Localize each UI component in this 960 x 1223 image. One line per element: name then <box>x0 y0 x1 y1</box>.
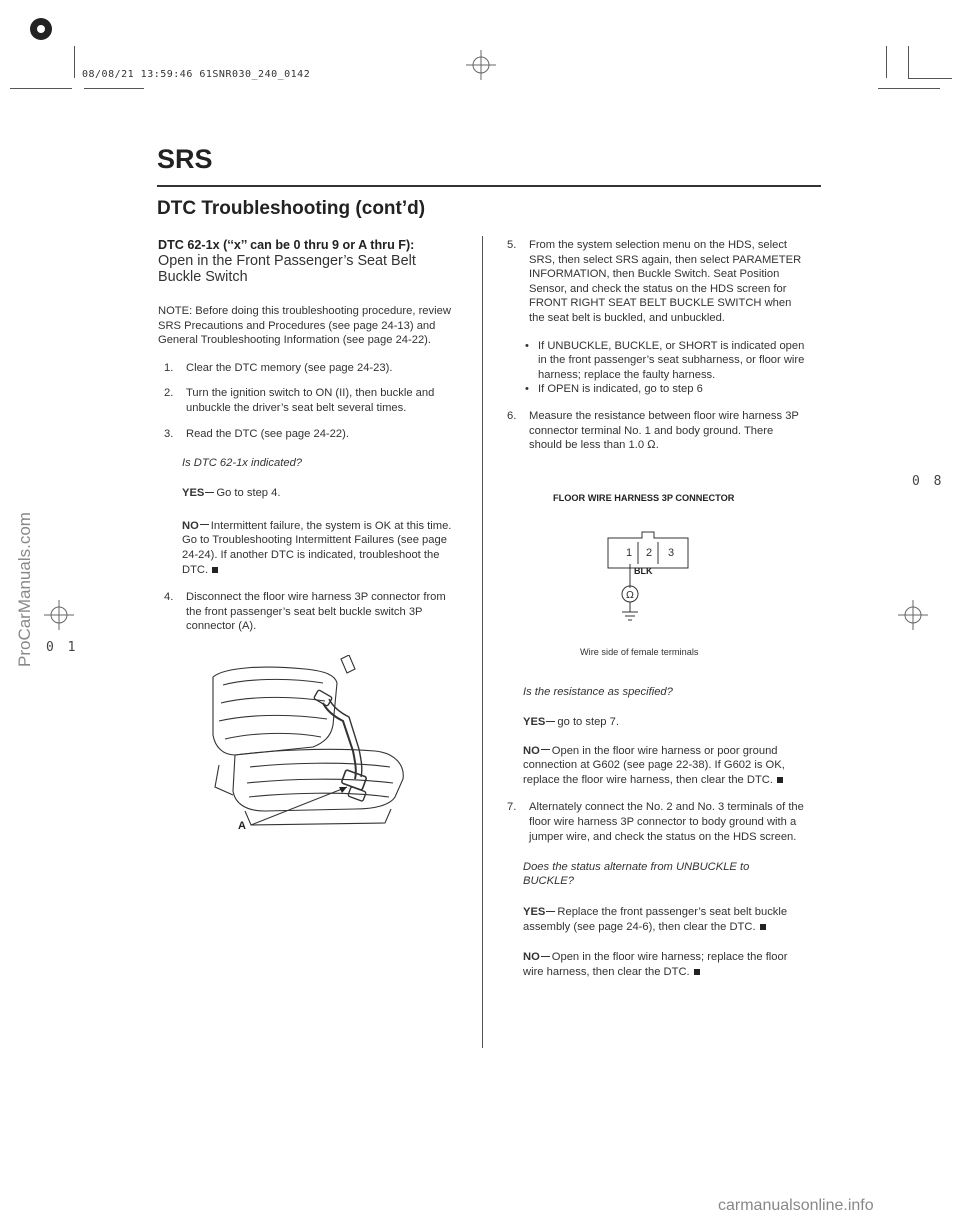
crop-mark <box>886 46 887 78</box>
no-label: NO <box>182 519 199 532</box>
crosshair-mark-top <box>466 50 496 80</box>
step-number: 5. <box>507 239 517 251</box>
dash <box>546 911 555 912</box>
bullet-dot: • <box>525 339 529 352</box>
step-1 <box>164 361 463 376</box>
answer-no-step-7 <box>523 950 809 979</box>
margin-mark-right: 0 8 <box>912 474 945 489</box>
step-6 <box>507 409 809 453</box>
watermark-side: ProCarManuals.com <box>15 512 34 667</box>
dtc-description: Open in the Front Passenger’s Seat Belt Buckle Switch <box>158 253 416 285</box>
step-text: Read the DTC (see page 24-22). <box>186 427 349 440</box>
step-5 <box>507 238 809 326</box>
column-divider <box>482 236 483 1048</box>
yes-text: go to step 7. <box>557 716 619 728</box>
yes-text: Replace the front passenger’s seat belt buckle assembly (see page 24-6), then clear the DTC. <box>523 906 788 933</box>
connector-diagram <box>600 526 710 626</box>
step-text: Alternately connect the No. 2 and No. 3 terminals of the floor wire harness 3P connector to body ground with a jumper wire, and check the status on the HDS screen. <box>529 801 804 843</box>
end-mark <box>777 777 783 783</box>
crop-mark <box>908 78 952 79</box>
bullet-text: If OPEN is indicated, go to step 6 <box>538 383 703 396</box>
step-5-bullet-2 <box>525 382 809 397</box>
crosshair-mark-left <box>44 600 74 630</box>
dash <box>205 492 214 493</box>
left-column <box>158 238 463 634</box>
step-text: Turn the ignition switch to ON (II), then buckle and unbuckle the driver’s seat belt several times. <box>186 387 435 414</box>
no-text: Open in the floor wire harness; replace the floor wire harness, then clear the DTC. <box>523 951 788 978</box>
step-text: Disconnect the floor wire harness 3P connector from the front passenger’s seat belt buckle switch 3P connector (A). <box>186 591 446 633</box>
end-mark <box>760 924 766 930</box>
connector-wire-color: BLK <box>634 566 653 576</box>
crop-mark <box>878 88 940 89</box>
question-step-6: Is the resistance as specified? <box>523 686 673 698</box>
step-number: 6. <box>507 409 517 422</box>
crop-mark <box>10 88 72 89</box>
watermark-bottom: carmanualsonline.info <box>718 1197 874 1214</box>
step-text: From the system selection menu on the HDS, select SRS, then select SRS again, then select PARAMETER INFORMATION, then Buckle Switch. Seat Position Sensor, and check the status on the HDS screen for FRONT RIGHT SEAT BELT BUCKLE SWITCH when the seat belt is buckled, and unbuckled. <box>529 239 802 324</box>
end-mark <box>694 969 700 975</box>
bullet-text: If UNBUCKLE, BUCKLE, or SHORT is indicated open in the front passenger’s seat subharness, or floor wire harness; replace the faulty harness. <box>538 339 805 381</box>
step-7 <box>507 800 809 844</box>
header-rule <box>157 185 821 187</box>
page-subtitle: DTC Troubleshooting (cont’d) <box>157 198 426 219</box>
seat-callout-a: A <box>238 820 246 832</box>
answer-yes-step-3 <box>182 486 463 501</box>
answer-no-step-3 <box>182 519 463 577</box>
right-column-lower <box>503 686 809 980</box>
connector-terminal-3: 3 <box>668 547 675 559</box>
yes-label: YES <box>523 906 546 919</box>
step-4 <box>164 590 463 634</box>
step-number: 3. <box>164 427 174 440</box>
step-5-bullet-1 <box>525 339 809 383</box>
question-step-3: Is DTC 62-1x indicated? <box>182 457 303 470</box>
step-number: 1. <box>164 361 174 374</box>
connector-terminal-2: 2 <box>646 547 653 559</box>
svg-text:Ω: Ω <box>626 590 634 601</box>
note-text: NOTE: Before doing this troubleshooting procedure, review SRS Precautions and Procedures (see page 24-13) and General Troubleshooting Information (see page 24-22). <box>158 305 451 347</box>
connector-title: FLOOR WIRE HARNESS 3P CONNECTOR <box>553 493 735 503</box>
answer-yes-step-7 <box>523 905 809 934</box>
registration-mark-top-left-inner <box>37 25 45 33</box>
dash <box>200 524 209 525</box>
dash <box>541 749 550 750</box>
crop-mark <box>74 46 75 78</box>
step-text: Clear the DTC memory (see page 24-23). <box>186 361 393 374</box>
step-3 <box>164 427 463 442</box>
dash <box>541 956 550 957</box>
answer-no-step-6 <box>523 744 809 788</box>
no-label: NO <box>523 951 540 964</box>
answer-yes-step-6 <box>523 715 809 730</box>
seat-illustration <box>205 655 420 830</box>
step-number: 4. <box>164 591 174 604</box>
no-label: NO <box>523 744 540 757</box>
no-text: Intermittent failure, the system is OK at this time. Go to Troubleshooting Intermittent Failures (see page 24-24). If another DTC is indicated, troubleshoot the DTC. <box>182 519 452 576</box>
crop-mark <box>84 88 144 89</box>
dash <box>546 721 555 722</box>
step-number: 7. <box>507 801 517 814</box>
connector-terminal-1: 1 <box>626 547 633 559</box>
crop-mark <box>908 46 909 78</box>
yes-label: YES <box>523 716 546 728</box>
step-2 <box>164 386 463 415</box>
no-text: Open in the floor wire harness or poor ground connection at G602 (see page 22-38). If G602 is OK, replace the floor wire harness, then clear the DTC. <box>523 744 785 786</box>
crosshair-mark-right <box>898 600 928 630</box>
dtc-code-label: DTC 62-1x (‘‘x’’ can be 0 thru 9 or A thru F): <box>158 238 415 252</box>
section-title: SRS <box>157 144 213 174</box>
margin-mark-left: 0 1 <box>46 640 79 655</box>
step-number: 2. <box>164 387 174 400</box>
bullet-dot: • <box>525 383 529 396</box>
step-text: Measure the resistance between floor wire harness 3P connector terminal No. 1 and body ground. There should be less than 1.0 Ω. <box>529 409 799 452</box>
question-step-7: Does the status alternate from UNBUCKLE to BUCKLE? <box>523 861 750 888</box>
connector-caption: Wire side of female terminals <box>580 647 699 657</box>
right-column <box>503 238 809 453</box>
yes-text: Go to step 4. <box>216 487 281 500</box>
yes-label: YES <box>182 487 205 500</box>
end-mark <box>212 567 218 573</box>
print-stamp: 08/08/21 13:59:46 61SNR030_240_0142 <box>82 69 311 80</box>
